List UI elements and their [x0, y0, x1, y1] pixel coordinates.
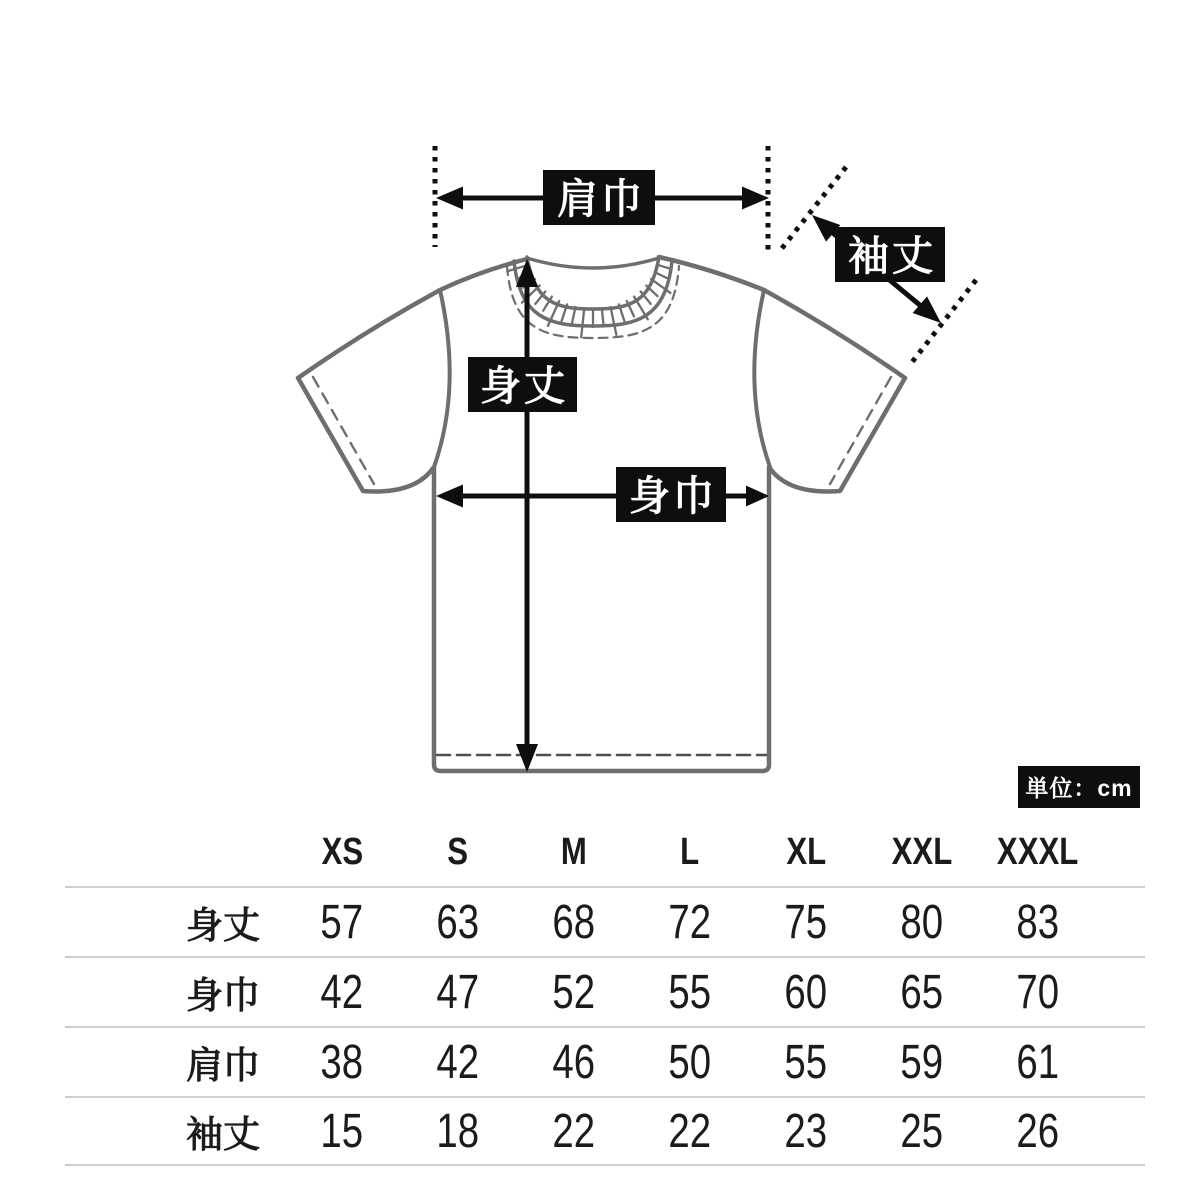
row-label: 身丈 [186, 905, 260, 946]
guide-dotted-lower [909, 280, 976, 366]
arrowhead-left [436, 187, 463, 210]
cell-value: 42 [436, 1035, 480, 1089]
cell-value: 60 [784, 965, 828, 1019]
sleeve-length-label: 袖丈 [848, 233, 936, 279]
body-width-label: 身巾 [629, 473, 717, 519]
cell-value: 68 [552, 895, 596, 949]
size-table-header-row [65, 818, 1145, 886]
cell-value: 22 [668, 1104, 712, 1158]
cell-value: 63 [436, 895, 480, 949]
table-row-shoulder-width [65, 1026, 1145, 1096]
arrowhead-right [742, 187, 769, 210]
cell-value: 59 [900, 1035, 944, 1089]
shoulder-width-label: 肩巾 [557, 176, 645, 222]
cell-value: 18 [436, 1104, 480, 1158]
cell-value: 72 [668, 895, 712, 949]
cell-value: 61 [1016, 1035, 1060, 1089]
col-header-xxl: XXL [891, 830, 953, 873]
col-header-xs: XS [321, 830, 363, 873]
cell-value: 42 [320, 965, 364, 1019]
size-table [65, 818, 1145, 1166]
tshirt-illustration [298, 257, 905, 771]
body-length-label: 身丈 [480, 363, 568, 409]
cell-value: 38 [320, 1035, 364, 1089]
row-label: 袖丈 [186, 1114, 260, 1155]
cell-value: 80 [900, 895, 944, 949]
cell-value: 23 [784, 1104, 828, 1158]
cell-value: 52 [552, 965, 596, 1019]
tshirt-outline [298, 257, 905, 771]
col-header-l: L [680, 830, 700, 873]
cell-value: 65 [900, 965, 944, 1019]
col-header-m: M [561, 830, 587, 873]
table-row-body-length [65, 886, 1145, 956]
cell-value: 55 [668, 965, 712, 1019]
cell-value: 46 [552, 1035, 596, 1089]
cell-value: 15 [320, 1104, 364, 1158]
table-row-body-width [65, 956, 1145, 1026]
cell-value: 57 [320, 895, 364, 949]
cell-value: 25 [900, 1104, 944, 1158]
table-row-sleeve-length [65, 1096, 1145, 1166]
col-header-xl: XL [786, 830, 826, 873]
cell-value: 75 [784, 895, 828, 949]
cell-value: 70 [1016, 965, 1060, 1019]
row-label: 身巾 [186, 975, 260, 1016]
unit-note: 単位：cm [1025, 775, 1133, 801]
cell-value: 55 [784, 1035, 828, 1089]
row-label: 肩巾 [186, 1045, 260, 1086]
cell-value: 83 [1016, 895, 1060, 949]
cell-value: 26 [1016, 1104, 1060, 1158]
cell-value: 22 [552, 1104, 596, 1158]
cell-value: 47 [436, 965, 480, 1019]
cell-value: 50 [668, 1035, 712, 1089]
col-header-s: S [447, 830, 469, 873]
col-header-xxxl: XXXL [997, 830, 1079, 873]
